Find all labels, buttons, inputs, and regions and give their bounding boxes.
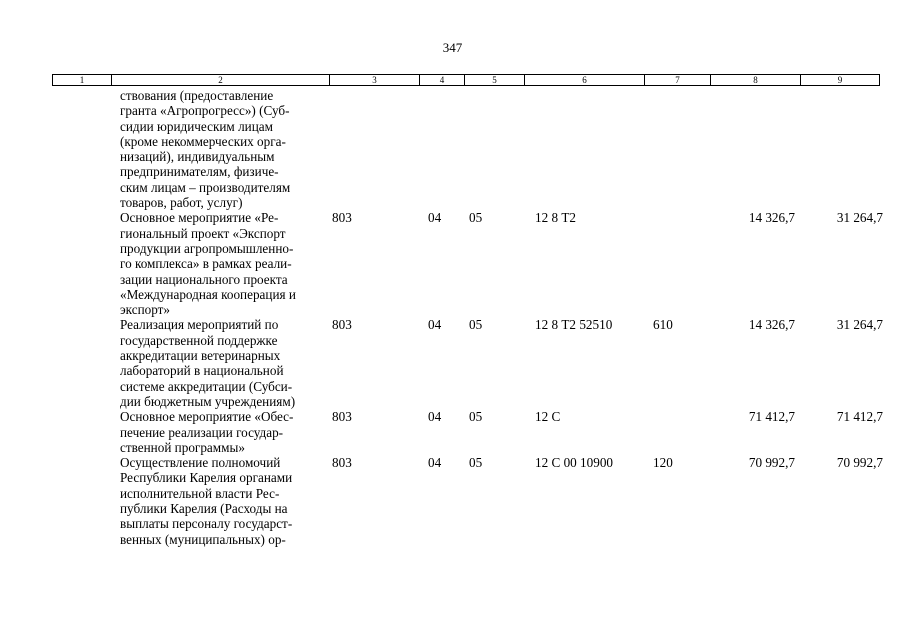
header-col-7: 7: [644, 75, 710, 85]
row-expense-type: 610: [653, 317, 673, 333]
row-subsection-code: 05: [469, 317, 483, 333]
description-line: зации национального проекта: [120, 271, 288, 287]
description-line: лабораторий в национальной: [120, 363, 284, 379]
table-row: [52, 455, 887, 547]
row-description: [110, 409, 328, 455]
row-description: [110, 88, 328, 210]
description-line: публики Карелия (Расходы на: [120, 501, 288, 517]
description-line: Реализация мероприятий по: [120, 317, 279, 333]
description-line: дии бюджетным учреждениям): [120, 393, 296, 409]
row-amount-1: 70 992,7: [748, 455, 795, 471]
row-expense-type: [643, 88, 709, 210]
header-col-5: 5: [464, 75, 524, 85]
row-col-1: [52, 409, 110, 455]
row-ministry-code: 803: [332, 455, 352, 471]
row-target-article: 12 С: [535, 409, 561, 425]
description-line: товаров, работ, услуг): [120, 195, 243, 211]
row-ministry-code: 803: [332, 409, 352, 425]
row-amount-2: 71 412,7: [836, 409, 883, 425]
description-line: Основное мероприятие «Ре-: [120, 210, 279, 226]
row-section-code: 04: [428, 210, 442, 226]
description-line: ствования (предоставление: [120, 88, 274, 103]
row-col-1: [52, 317, 110, 409]
table-row: [52, 409, 887, 455]
table-header: [52, 74, 880, 86]
description-line: системе аккредитации (Субси-: [120, 378, 293, 394]
header-col-9: 9: [800, 75, 879, 85]
row-subsection-code: [463, 88, 523, 210]
row-expense-type: [643, 210, 709, 317]
header-col-4: 4: [419, 75, 464, 85]
row-amount-1: [709, 88, 799, 210]
row-expense-type: [643, 409, 709, 455]
row-target-article: 12 8 Т2: [535, 210, 577, 226]
row-expense-type: 120: [653, 455, 673, 471]
row-subsection-code: 05: [469, 409, 483, 425]
description-line: Республики Карелия органами: [120, 470, 293, 486]
table-row: [52, 88, 887, 210]
table-body: [52, 88, 887, 547]
description-line: гранта «Агропрогресс») (Суб-: [120, 103, 290, 119]
description-line: ственной программы»: [120, 439, 245, 455]
row-target-article: [523, 88, 643, 210]
row-amount-2: 70 992,7: [836, 455, 883, 471]
row-amount-2: [799, 88, 887, 210]
description-line: низаций), индивидуальным: [120, 149, 275, 165]
page-number: 347: [442, 40, 463, 55]
description-line: «Международная кооперация и: [120, 286, 296, 302]
description-line: ским лицам – производителям: [120, 179, 291, 195]
description-line: исполнительной власти Рес-: [120, 485, 280, 501]
row-target-article: 12 С 00 10900: [535, 455, 614, 471]
table-row: [52, 317, 887, 409]
description-line: Осуществление полномочий: [120, 455, 281, 471]
description-line: предпринимателям, физиче-: [120, 164, 279, 180]
description-line: Основное мероприятие «Обес-: [120, 409, 294, 425]
description-line: печение реализации государ-: [120, 424, 284, 440]
row-ministry-code: [328, 88, 418, 210]
description-line: (кроме некоммерческих орга-: [120, 133, 286, 149]
description-line: экспорт»: [120, 302, 171, 318]
description-line: продукции агропромышленно-: [120, 240, 294, 256]
description-line: венных (муниципальных) ор-: [120, 531, 286, 547]
row-amount-2: 31 264,7: [836, 317, 883, 333]
row-description: [110, 455, 328, 547]
row-amount-2: 31 264,7: [836, 210, 883, 226]
description-line: гиональный проект «Экспорт: [120, 225, 286, 241]
description-line: сидии юридическим лицам: [120, 118, 273, 134]
description-line: государственной поддержке: [120, 332, 278, 348]
table-row: [52, 210, 887, 317]
row-col-1: [52, 88, 110, 210]
row-ministry-code: 803: [332, 317, 352, 333]
row-section-code: [418, 88, 463, 210]
row-col-1: [52, 210, 110, 317]
description-line: аккредитации ветеринарных: [120, 348, 281, 364]
row-amount-1: 71 412,7: [748, 409, 795, 425]
row-description: [110, 210, 328, 317]
row-section-code: 04: [428, 455, 442, 471]
row-section-code: 04: [428, 317, 442, 333]
header-col-8: 8: [710, 75, 800, 85]
row-subsection-code: 05: [469, 210, 483, 226]
row-description: [110, 317, 328, 409]
description-line: го комплекса» в рамках реали-: [120, 256, 292, 272]
row-section-code: 04: [428, 409, 442, 425]
row-col-1: [52, 455, 110, 547]
row-target-article: 12 8 Т2 52510: [535, 317, 613, 333]
row-amount-1: 14 326,7: [748, 210, 795, 226]
header-col-2: 2: [111, 75, 329, 85]
row-amount-1: 14 326,7: [748, 317, 795, 333]
header-col-6: 6: [524, 75, 644, 85]
header-col-3: 3: [329, 75, 419, 85]
description-line: выплаты персоналу государст-: [120, 516, 293, 532]
header-col-1: 1: [79, 75, 85, 85]
row-ministry-code: 803: [332, 210, 352, 226]
row-subsection-code: 05: [469, 455, 483, 471]
